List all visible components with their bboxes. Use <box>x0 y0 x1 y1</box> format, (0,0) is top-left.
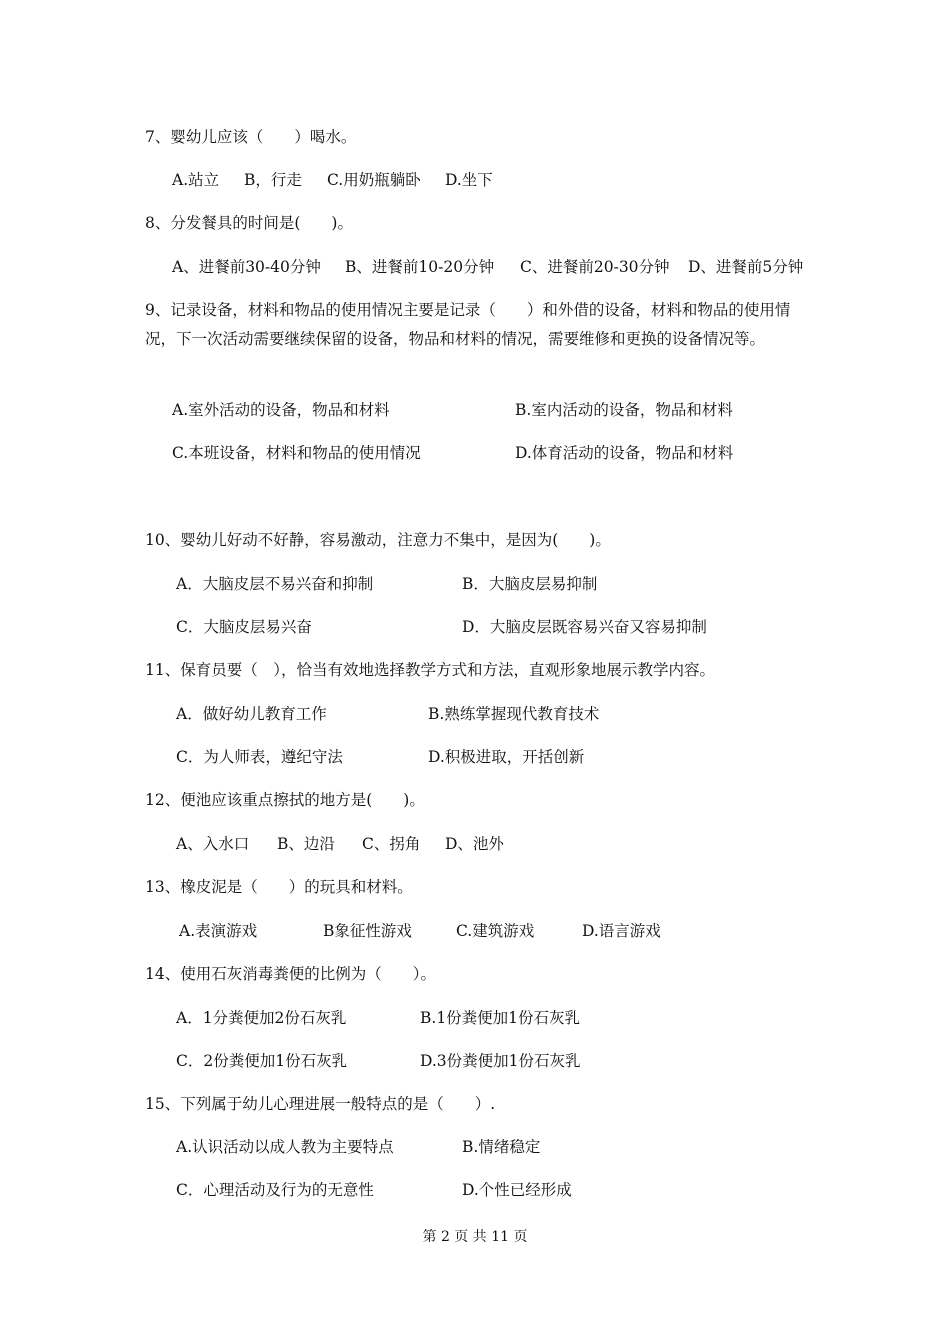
q15-option-d: D.个性已经形成 <box>462 1181 572 1199</box>
q15-option-b: B.情绪稳定 <box>462 1138 541 1156</box>
page-number: 第 2 页 共 11 页 <box>422 1229 528 1245</box>
question-12: 12、便池应该重点擦拭的地方是( )。 <box>145 791 425 809</box>
question-13: 13、橡皮泥是（ ）的玩具和材料。 <box>145 878 413 896</box>
q13-option-d: D.语言游戏 <box>582 922 661 940</box>
q10-option-d: D．大脑皮层既容易兴奋又容易抑制 <box>462 618 707 636</box>
q13-option-c: C.建筑游戏 <box>456 922 535 940</box>
q12-option-a: A、入水口 <box>176 835 250 853</box>
q12-option-b: B、边沿 <box>277 835 335 853</box>
q8-option-b: B、进餐前10-20分钟 <box>345 258 495 276</box>
question-14: 14、使用石灰消毒粪便的比例为（ ）。 <box>145 965 436 983</box>
q8-option-d: D、进餐前5分钟 <box>688 258 804 276</box>
q7-option-b: B，行走 <box>244 171 302 189</box>
q8-option-c: C、进餐前20-30分钟 <box>520 258 670 276</box>
question-9: 9、记录设备，材料和物品的使用情况主要是记录（ ）和外借的设备，材料和物品的使用情况，下一次活动需要继续保留的设备，物品和材料的情况，需要维修和更换的设备情况等。 <box>145 301 791 348</box>
q15-option-c: C．心理活动及行为的无意性 <box>176 1181 374 1199</box>
q11-option-b: B.熟练掌握现代教育技术 <box>428 705 600 723</box>
q9-option-d: D.体育活动的设备，物品和材料 <box>515 444 734 462</box>
q13-option-b: B象征性游戏 <box>323 922 412 940</box>
question-10: 10、婴幼儿好动不好静，容易激动，注意力不集中，是因为( )。 <box>145 531 611 549</box>
question-11: 11、保育员要（ ），恰当有效地选择教学方式和方法，直观形象地展示教学内容。 <box>145 661 715 679</box>
q10-option-a: A．大脑皮层不易兴奋和抑制 <box>176 575 374 593</box>
q9-option-a: A.室外活动的设备，物品和材料 <box>172 401 390 419</box>
q11-option-a: A．做好幼儿教育工作 <box>176 705 327 723</box>
q7-option-d: D.坐下 <box>445 171 493 189</box>
q12-option-c: C、拐角 <box>362 835 421 853</box>
q15-option-a: A.认识活动以成人教为主要特点 <box>176 1138 394 1156</box>
q11-option-c: C．为人师表，遵纪守法 <box>176 748 343 766</box>
q13-option-a: A.表演游戏 <box>179 922 258 940</box>
q14-option-b: B.1份粪便加1份石灰乳 <box>420 1009 581 1027</box>
question-15: 15、下列属于幼儿心理进展一般特点的是（ ）. <box>145 1095 496 1113</box>
q14-option-c: C．2份粪便加1份石灰乳 <box>176 1052 348 1070</box>
q7-option-c: C.用奶瓶躺卧 <box>327 171 421 189</box>
question-8: 8、分发餐具的时间是( )。 <box>145 214 353 232</box>
q7-option-a: A.站立 <box>172 171 220 189</box>
q9-option-b: B.室内活动的设备，物品和材料 <box>515 401 733 419</box>
q10-option-c: C．大脑皮层易兴奋 <box>176 618 312 636</box>
q12-option-d: D、池外 <box>445 835 504 853</box>
q9-option-c: C.本班设备，材料和物品的使用情况 <box>172 444 421 462</box>
question-7: 7、婴幼儿应该（ ）喝水。 <box>145 128 357 146</box>
q11-option-d: D.积极进取，开括创新 <box>428 748 585 766</box>
q14-option-a: A．1分粪便加2份石灰乳 <box>176 1009 347 1027</box>
q14-option-d: D.3份粪便加1份石灰乳 <box>420 1052 581 1070</box>
q8-option-a: A、进餐前30-40分钟 <box>172 258 321 276</box>
q10-option-b: B．大脑皮层易抑制 <box>462 575 598 593</box>
